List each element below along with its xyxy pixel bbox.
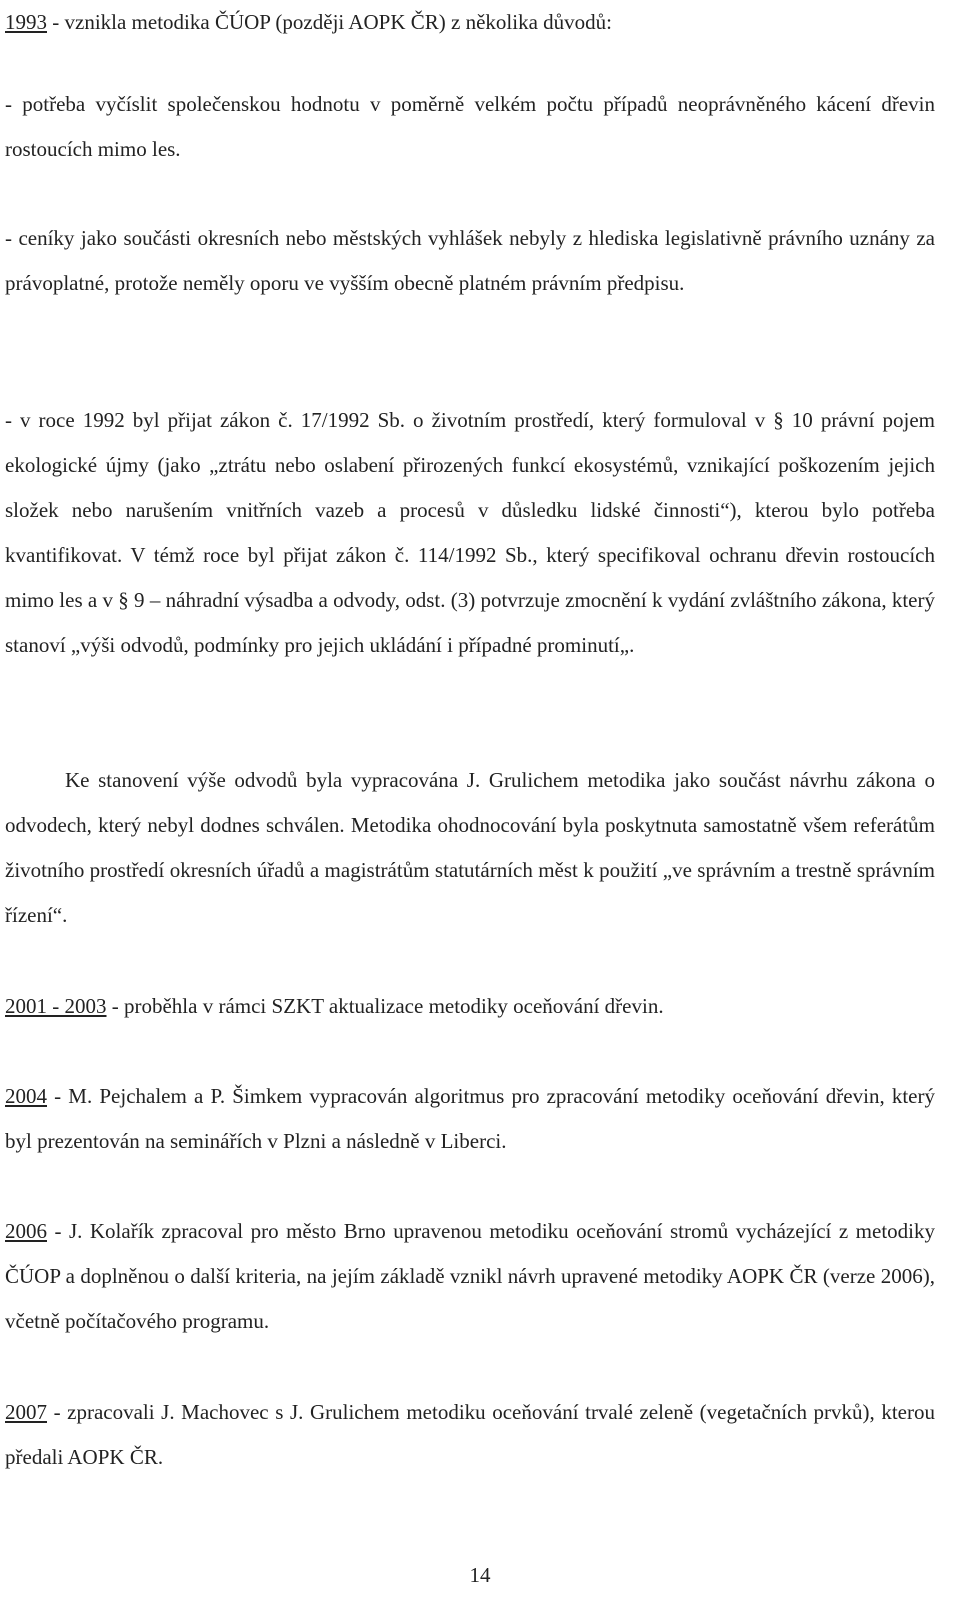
paragraph-reason-2: - ceníky jako součásti okresních nebo městských vyhlášek nebyly z hlediska legislativně právního uznány za právoplatné, protože neměly oporu ve vyšším obecně platném právním předpisu. [5,226,935,295]
paragraph-methodology: Ke stanovení výše odvodů byla vypracována J. Grulichem metodika jako součást návrhu zákona o odvodech, který nebyl dodnes schválen. Metodika ohodnocování byla poskytnuta samostatně všem referátům životního prostředí okresních úřadů a magistrátům statutárních měst k použití „ve správním a trestně správním řízení“. [5,768,935,927]
paragraph-2006 [5,1209,935,1344]
paragraph-2001-2003 [5,984,935,1029]
year-2004: 2004 [5,1084,47,1108]
paragraph-2004-text: - M. Pejchalem a P. Šimkem vypracován algoritmus pro zpracování metodiky oceňování dřevin, který byl prezentován na seminářích v Plzni a následně v Liberci. [5,1084,935,1153]
year-2006: 2006 [5,1219,47,1243]
paragraph-2007 [5,1390,935,1480]
paragraph-2004 [5,1074,935,1164]
paragraph-reason-3: - v roce 1992 byl přijat zákon č. 17/1992 Sb. o životním prostředí, který formuloval v § 10 právní pojem ekologické újmy (jako „ztrátu nebo oslabení přirozených funkcí ekosystémů, vznikající poškozením jejich složek nebo narušením vnitřních vazeb a procesů v důsledku lidské činnosti“), kterou bylo potřeba kvantifikovat. V témž roce byl přijat zákon č. 114/1992 Sb., který specifikoval ochranu dřevin rostoucích mimo les a v § 9 – náhradní výsadba a odvody, odst. (3) potvrzuje zmocnění k vydání zvláštního zákona, který stanoví „výši odvodů, podmínky pro jejich ukládání i případné prominutí„. [5,408,935,657]
year-2001-2003: 2001 - 2003 [5,994,107,1018]
paragraph-2007-text: - zpracovali J. Machovec s J. Grulichem metodiku oceňování trvalé zeleně (vegetačních prvků), kterou předali AOPK ČR. [5,1400,935,1469]
paragraph-2006-text: - J. Kolařík zpracoval pro město Brno upravenou metodiku oceňování stromů vycházející z metodiky ČÚOP a doplněnou o další kriteria, na jejím základě vznikl návrh upravené metodiky AOPK ČR (verze 2006), včetně počítačového programu. [5,1219,935,1333]
paragraph-1993 [5,0,935,45]
year-1993: 1993 [5,10,47,34]
year-2007: 2007 [5,1400,47,1424]
page-number: 14 [469,1563,491,1587]
paragraph-1993-text: - vznikla metodika ČÚOP (později AOPK ČR) z několika důvodů: [47,10,612,34]
paragraph-2001-2003-text: - proběhla v rámci SZKT aktualizace metodiky oceňování dřevin. [106,994,664,1018]
paragraph-reason-1: - potřeba vyčíslit společenskou hodnotu v poměrně velkém počtu případů neoprávněného kácení dřevin rostoucích mimo les. [5,92,935,161]
